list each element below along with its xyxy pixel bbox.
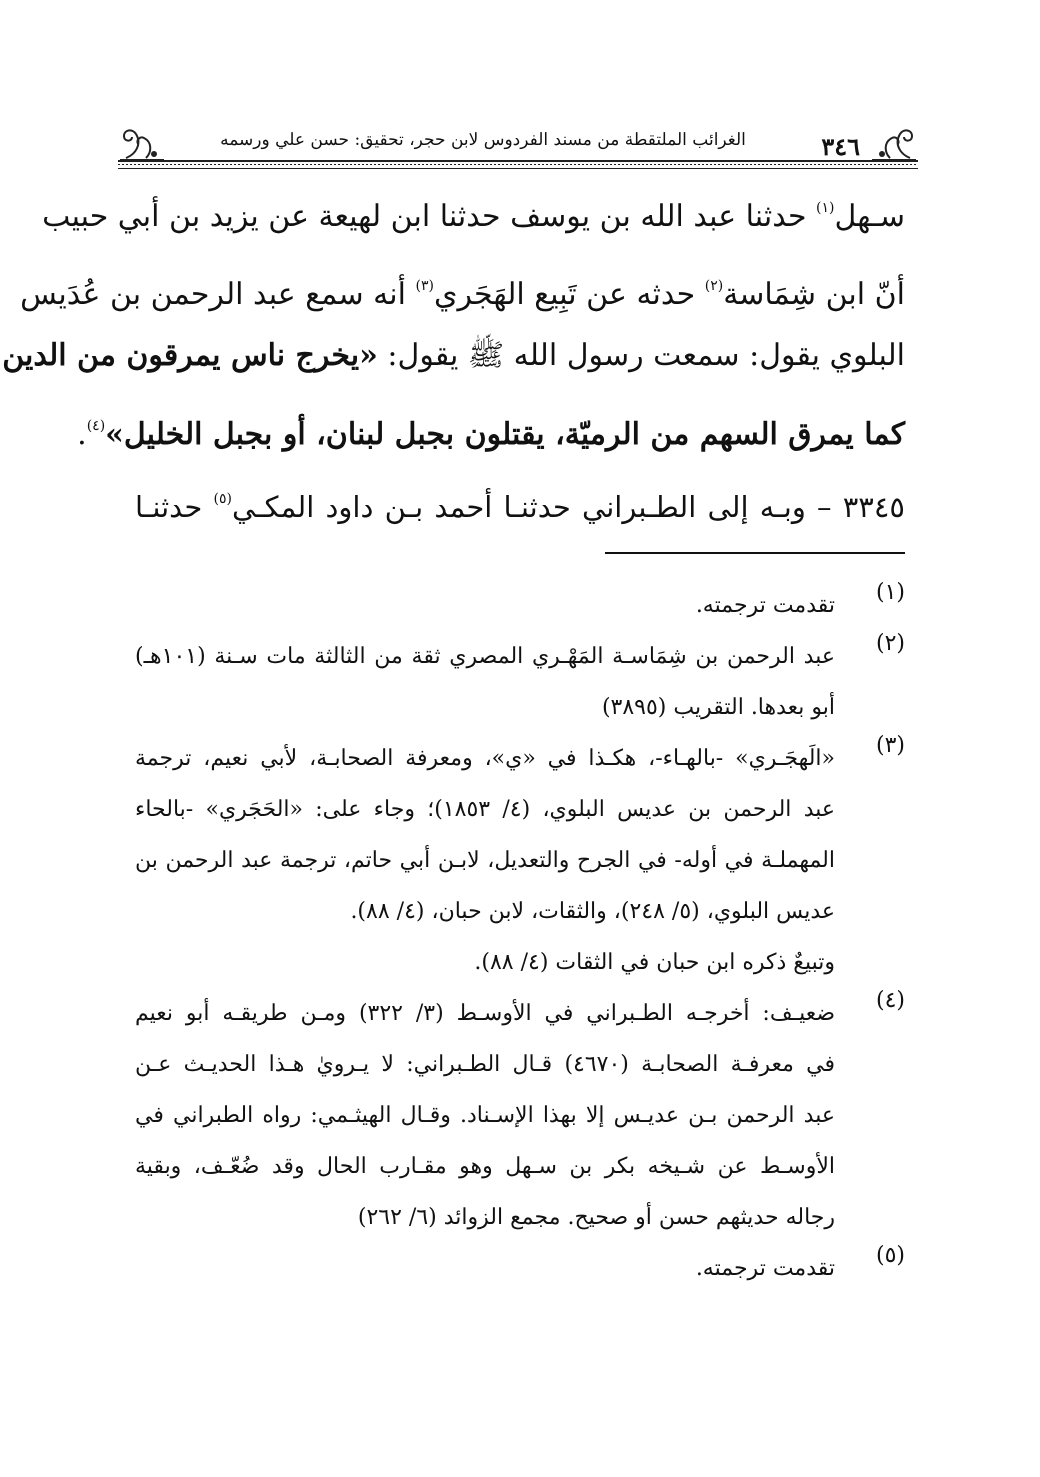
footnote-number: (١) [875, 580, 905, 605]
hadith-text: «يخرج ناس يمرقون من الدين [2, 338, 378, 373]
footnote-number: (٢) [875, 631, 905, 656]
footnote-line: أبو بعدها. التقريب (٣٨٩٥) [601, 695, 835, 720]
footnote-ref: (٣) [415, 278, 434, 294]
footnote-1 [135, 580, 905, 631]
footnotes [135, 580, 905, 1294]
text-segment: حدثه عن تَبِيع الهَجَري [433, 277, 696, 312]
footnote-line: ضعيـف: أخرجـه الطـبراني في الأوسـط (٣/ ٣٢٢) ومـن طريقـه أبو نعيم [135, 1001, 835, 1026]
text-segment: أنّ ابن شِمَاسة [723, 277, 905, 312]
footnote-3 [135, 733, 905, 988]
footnote-ref: (١) [816, 200, 835, 216]
text-segment: . [77, 417, 87, 452]
text-line [2, 336, 905, 376]
text-segment: ٣٣٤٥ – وبـه إلى الطـبراني حدثنـا أحمد بـن داود المكـي [231, 490, 905, 524]
footnote-line: تقدمت ترجمته. [695, 1256, 835, 1281]
footnote-line: وتبيعٌ ذكره ابن حبان في الثقات (٤/ ٨٨). [474, 950, 835, 975]
footnote-line: رجاله حديثهم حسن أو صحيح. مجمع الزوائد (٦/ ٢٦٢) [357, 1205, 835, 1230]
text-line [42, 188, 905, 234]
footnote-line: عبد الرحمن بـن عديـس إلا بهذا الإسـناد. وقـال الهيثـمي: رواه الطبراني في [135, 1103, 835, 1128]
text-segment: أنه سمع عبد الرحمن بن عُدَيس [20, 277, 406, 312]
header-rule [118, 160, 918, 169]
page-header [118, 118, 918, 178]
running-title: الغرائب الملتقطة من مسند الفردوس لابن حجر، تحقيق: حسن علي ورسمه [220, 130, 746, 150]
footnote-line: الأوسـط عن شـيخه بكر بن سـهل وهو مقـارب الحال وقد ضُعّـف، وبقية [135, 1154, 835, 1179]
text-line [20, 266, 905, 312]
footnote-line: في معرفـة الصحابـة (٤٦٧٠) قـال الطـبراني: لا يـرويٰ هـذا الحديـث عـن [135, 1052, 835, 1077]
footnote-4 [135, 988, 905, 1243]
footnote-line: «الَهجَـري» -بالهـاء-، هكـذا في «ي»، ومعرفة الصحابـة، لأبي نعيم، ترجمة [135, 746, 835, 771]
footnote-line: عبد الرحمن بن شِمَاسـة المَهْـري المصري ثقة من الثالثة مات سـنة (١٠١هـ) [135, 644, 835, 669]
footnote-line: عديس البلوي، (٥/ ٢٤٨)، والثقات، لابن حبان، (٤/ ٨٨). [350, 899, 835, 924]
footnote-ref: (٤) [86, 418, 106, 434]
footnote-number: (٣) [875, 733, 905, 758]
text-segment: حدثنا عبد الله بن يوسف حدثنا ابن لهيعة عن يزيد بن أبي حبيب [42, 199, 807, 234]
footnote-line: المهملـة في أوله- في الجرح والتعديل، لابـن أبي حاتم، ترجمة عبد الرحمن بن [135, 848, 835, 873]
footnote-number: (٥) [875, 1243, 905, 1268]
footnote-2 [135, 631, 905, 733]
header-ornament-right-icon [870, 124, 918, 162]
header-ornament-left-icon [118, 124, 166, 162]
footnote-ref: (٢) [704, 278, 724, 294]
text-segment: سـهل [834, 199, 905, 234]
text-line [77, 406, 905, 452]
footnote-5 [135, 1243, 905, 1294]
page-number: ٣٤٦ [821, 132, 860, 161]
text-segment: البلوي يقول: سمعت رسول الله ﷺ يقول: [377, 338, 905, 373]
footnote-separator [605, 552, 905, 554]
text-segment: حدثنـا [135, 490, 203, 524]
hadith-3345-line [135, 490, 905, 524]
hadith-text: كما يمرق السهم من الرميّة، يقتلون بجبل لبنان، أو بجبل الخليل» [105, 417, 905, 452]
footnote-line: عبد الرحمن بن عديس البلوي، (٤/ ١٨٥٣)؛ وجاء على: «الحَجَري» -بالحاء [135, 797, 836, 822]
footnote-number: (٤) [875, 988, 905, 1013]
footnote-line: تقدمت ترجمته. [695, 593, 835, 618]
footnote-ref: (٥) [213, 491, 232, 507]
